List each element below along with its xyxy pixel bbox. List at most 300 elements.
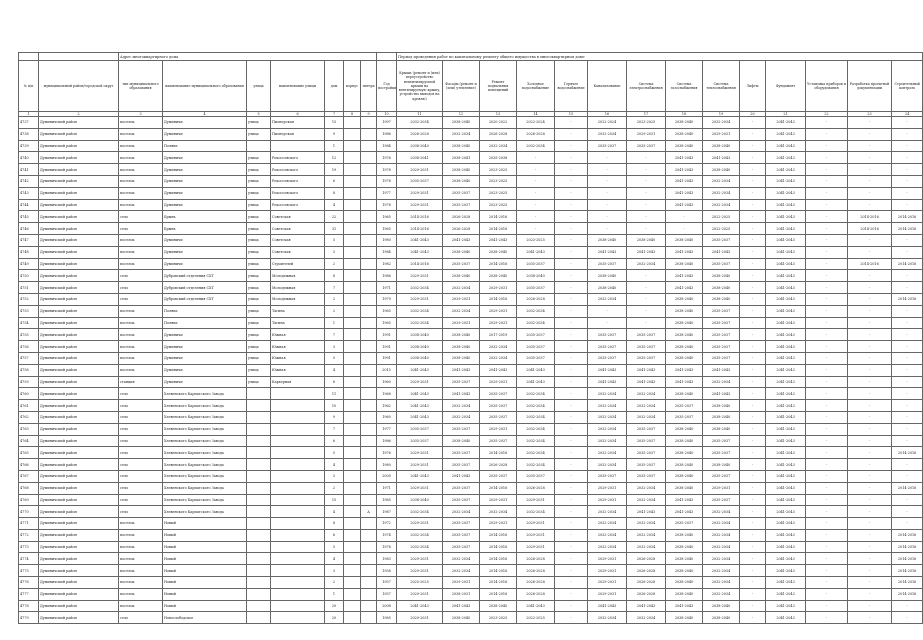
table-cell: 2041-2043 (766, 341, 806, 353)
table-cell: 4745 (19, 211, 39, 223)
table-row (19, 199, 923, 211)
table-cell (361, 411, 377, 423)
table-cell: 2023-2025 (480, 164, 517, 176)
table-cell: 4760 (19, 388, 39, 400)
column-header: наименование улицы (271, 61, 325, 112)
table-cell: 2041-2043 (397, 600, 443, 612)
table-cell: 2035-2037 (443, 529, 480, 541)
table-cell: поселок (119, 317, 163, 329)
table-cell (361, 258, 377, 270)
table-cell (344, 400, 361, 412)
table-cell: - (806, 258, 848, 270)
table-cell: улица (247, 164, 271, 176)
table-row (19, 305, 923, 317)
column-number: 23 (848, 112, 892, 117)
table-cell: - (666, 211, 703, 223)
table-cell: 2038-2040 (666, 565, 703, 577)
table-body (19, 117, 923, 624)
table-cell: - (806, 612, 848, 624)
table-cell (361, 388, 377, 400)
table-cell: улица (247, 329, 271, 341)
table-cell (271, 482, 325, 494)
table-row (19, 175, 923, 187)
table-cell: - (892, 352, 923, 364)
table-cell: 2026-2028 (517, 588, 555, 600)
column-number: 6 (271, 112, 325, 117)
table-cell: 2038-2040 (443, 164, 480, 176)
table-cell: Думиничский район (39, 529, 119, 541)
table-cell (344, 317, 361, 329)
table-row (19, 128, 923, 140)
table-cell: 2026-2028 (480, 128, 517, 140)
table-cell: 1960 (377, 411, 397, 423)
table-cell: 1971 (377, 482, 397, 494)
table-cell: Думиничский район (39, 553, 119, 565)
table-cell: - (555, 612, 588, 624)
column-number: 22 (806, 112, 848, 117)
table-cell: 2041-2043 (766, 293, 806, 305)
table-cell: село (119, 293, 163, 305)
table-cell (361, 152, 377, 164)
table-cell: 2041-2043 (766, 459, 806, 471)
table-cell: 2038-2040 (666, 140, 703, 152)
table-cell: 2035-2037 (517, 258, 555, 270)
table-cell: Думиничский район (39, 600, 119, 612)
table-cell (344, 246, 361, 258)
table-cell: 2041-2043 (766, 258, 806, 270)
table-cell: Советская (271, 234, 325, 246)
table-cell: Думиничский район (39, 293, 119, 305)
table-row (19, 541, 923, 553)
table-cell (361, 400, 377, 412)
table-cell: - (740, 293, 766, 305)
table-cell: 2041-2043 (766, 140, 806, 152)
table-cell: 1978 (377, 541, 397, 553)
table-cell: - (740, 470, 766, 482)
table-cell: 2032-2034 (588, 459, 627, 471)
table-cell: 2038-2040 (397, 140, 443, 152)
table-cell: 2032-2034 (627, 482, 666, 494)
table-cell: - (848, 246, 892, 258)
table-cell: поселок (119, 246, 163, 258)
table-cell: 22 (325, 211, 344, 223)
table-cell: - (806, 293, 848, 305)
table-cell: - (806, 234, 848, 246)
column-header-row (19, 61, 923, 112)
table-cell: 2041-2043 (443, 388, 480, 400)
table-cell: 2014-2016 (892, 577, 923, 589)
table-cell: поселок (119, 305, 163, 317)
table-row (19, 565, 923, 577)
table-cell (361, 447, 377, 459)
table-cell: - (740, 577, 766, 589)
table-cell (344, 459, 361, 471)
table-cell (271, 388, 325, 400)
table-cell: Новый (163, 600, 247, 612)
table-cell: - (555, 541, 588, 553)
table-cell: 2032-2034 (703, 541, 740, 553)
table-cell: - (517, 223, 555, 235)
table-cell: - (892, 600, 923, 612)
table-cell: 2026-2028 (480, 459, 517, 471)
table-cell: - (588, 187, 627, 199)
table-cell: 2041-2043 (766, 317, 806, 329)
table-cell: 1965 (377, 317, 397, 329)
table-cell: - (806, 482, 848, 494)
table-row (19, 470, 923, 482)
column-header: Разработка проектной документации (848, 61, 892, 112)
table-cell: Думиничский район (39, 565, 119, 577)
table-cell: 2038-2031 (443, 588, 480, 600)
table-cell (271, 577, 325, 589)
table-cell: Думиничский район (39, 541, 119, 553)
table-cell: 2022-2025 (703, 211, 740, 223)
table-cell: 2014-2016 (892, 553, 923, 565)
table-cell: - (740, 140, 766, 152)
table-cell: 2041-2043 (766, 447, 806, 459)
table-cell: Хлевенского Карпатского Завода (163, 388, 247, 400)
table-cell: Думиничи (163, 164, 247, 176)
table-cell: улица (247, 305, 271, 317)
table-cell (247, 435, 271, 447)
table-cell: Хлевенского Карпатского Завода (163, 400, 247, 412)
table-cell: 2041-2043 (443, 364, 480, 376)
table-cell: 2026-2028 (627, 553, 666, 565)
table-cell: Дубровский отделения СХТ (163, 270, 247, 282)
table-cell: 2032-2034 (517, 411, 555, 423)
table-cell: поселок (119, 518, 163, 530)
table-cell: - (892, 459, 923, 471)
table-cell: 2014-2016 (480, 553, 517, 565)
table-cell: 2038-2040 (703, 400, 740, 412)
table-cell: 2029-2031 (588, 565, 627, 577)
table-cell: село (119, 270, 163, 282)
table-cell: - (892, 364, 923, 376)
table-cell (271, 612, 325, 624)
table-cell: село (119, 388, 163, 400)
table-cell: - (555, 518, 588, 530)
column-number: 10 (377, 112, 397, 117)
table-cell: - (740, 211, 766, 223)
table-cell: - (806, 282, 848, 294)
column-header: муниципальный район/городской округ (39, 61, 119, 112)
table-cell: - (555, 293, 588, 305)
table-cell: 2041-2043 (666, 600, 703, 612)
table-cell: 2038-2040 (397, 352, 443, 364)
table-cell: 2041-2043 (627, 364, 666, 376)
table-cell: село (119, 447, 163, 459)
table-cell: - (892, 435, 923, 447)
table-cell: 2035-2037 (480, 470, 517, 482)
table-row (19, 164, 923, 176)
table-cell: 2035-2037 (666, 411, 703, 423)
table-cell: - (806, 600, 848, 612)
table-cell: - (892, 117, 923, 129)
table-cell: 2035-2037 (627, 447, 666, 459)
table-cell: 2029-2031 (588, 482, 627, 494)
table-cell: - (555, 364, 588, 376)
table-cell: - (848, 175, 892, 187)
table-cell: 1962 (377, 400, 397, 412)
table-cell: 2035-2037 (517, 329, 555, 341)
table-cell: Думиничский район (39, 341, 119, 353)
table-cell: 4737 (19, 117, 39, 129)
table-cell: 4768 (19, 482, 39, 494)
table-cell: Думиничский район (39, 234, 119, 246)
table-cell: Молодежная (271, 293, 325, 305)
table-cell: 2029-2031 (517, 541, 555, 553)
table-cell: 4764 (19, 435, 39, 447)
table-cell: Тагина (271, 305, 325, 317)
table-cell: 4743 (19, 187, 39, 199)
table-cell (247, 447, 271, 459)
table-cell: Думиничский район (39, 435, 119, 447)
table-cell: 7 (325, 282, 344, 294)
table-cell: 2041-2043 (517, 246, 555, 258)
table-cell: 2041-2043 (766, 199, 806, 211)
table-cell: - (740, 117, 766, 129)
table-cell: 2035-2037 (480, 411, 517, 423)
table-cell: Думиничи (163, 175, 247, 187)
table-cell (361, 117, 377, 129)
column-header: Лифты (740, 61, 766, 112)
table-cell: 5 (325, 447, 344, 459)
table-cell: - (892, 612, 923, 624)
table-cell: Советская (271, 211, 325, 223)
table-cell: 2035-2037 (517, 282, 555, 294)
table-cell: поселок (119, 341, 163, 353)
table-cell (361, 364, 377, 376)
table-cell: 2032-2034 (627, 541, 666, 553)
address-group-header: Адрес многоквартирного дома (119, 53, 377, 61)
table-row (19, 317, 923, 329)
table-cell: - (848, 388, 892, 400)
table-cell: - (806, 270, 848, 282)
table-cell: - (806, 565, 848, 577)
table-cell: село (119, 459, 163, 471)
table-cell: 4765 (19, 447, 39, 459)
table-cell: - (892, 128, 923, 140)
table-cell (361, 270, 377, 282)
table-cell: 20 (325, 612, 344, 624)
table-cell (247, 470, 271, 482)
table-cell (361, 246, 377, 258)
header-group-row (19, 53, 923, 61)
table-cell: 2032-2034 (703, 187, 740, 199)
table-cell: Молодежная (271, 282, 325, 294)
table-cell: - (848, 529, 892, 541)
column-number: 12 (443, 112, 480, 117)
table-cell: 2041-2043 (766, 577, 806, 589)
table-cell: - (892, 270, 923, 282)
table-cell: 2035-2037 (443, 258, 480, 270)
table-cell: - (555, 459, 588, 471)
table-cell: - (848, 117, 892, 129)
table-cell: Думиничский район (39, 117, 119, 129)
table-cell: Рокоссовского (271, 187, 325, 199)
table-cell: - (892, 494, 923, 506)
table-cell (344, 612, 361, 624)
table-cell (361, 164, 377, 176)
table-cell: улица (247, 211, 271, 223)
table-cell: - (892, 246, 923, 258)
table-cell: - (740, 234, 766, 246)
table-cell: улица (247, 128, 271, 140)
table-cell: 2032-2034 (703, 553, 740, 565)
table-cell: 2014-2016 (480, 223, 517, 235)
table-cell: 2038-2040 (397, 329, 443, 341)
table-cell: 1985 (377, 612, 397, 624)
table-cell: 4746 (19, 223, 39, 235)
table-row (19, 518, 923, 530)
table-cell: - (588, 164, 627, 176)
table-cell: - (740, 459, 766, 471)
table-cell: - (848, 293, 892, 305)
table-cell (344, 234, 361, 246)
table-cell: - (555, 164, 588, 176)
table-cell: 2022-2025 (703, 223, 740, 235)
table-cell (247, 612, 271, 624)
table-cell (344, 577, 361, 589)
table-cell: - (892, 164, 923, 176)
table-cell: 2041-2043 (766, 376, 806, 388)
table-cell: 2035-2037 (517, 352, 555, 364)
table-cell: 2029-2031 (397, 447, 443, 459)
table-cell: 2032-2034 (588, 388, 627, 400)
table-cell: 2035-2037 (703, 435, 740, 447)
table-cell: - (848, 518, 892, 530)
table-cell: 2041-2043 (766, 470, 806, 482)
table-cell (361, 223, 377, 235)
column-header: Строительный контроль (892, 61, 923, 112)
table-cell (361, 435, 377, 447)
table-cell: 2038-2040 (666, 541, 703, 553)
table-cell: - (806, 447, 848, 459)
table-cell: Думиничский район (39, 211, 119, 223)
table-cell: - (740, 565, 766, 577)
table-cell: 2026-2028 (627, 588, 666, 600)
table-cell: 2032-2034 (703, 577, 740, 589)
table-cell (344, 423, 361, 435)
table-cell: Новый (163, 529, 247, 541)
table-cell (344, 341, 361, 353)
table-cell (344, 506, 361, 518)
table-cell: 1976 (377, 152, 397, 164)
table-cell: 2041-2043 (766, 234, 806, 246)
table-cell: - (740, 152, 766, 164)
table-cell: Думиничи (163, 187, 247, 199)
column-header: Установка приборов и оборудования (806, 61, 848, 112)
table-cell: 2029-2031 (397, 187, 443, 199)
table-cell (361, 329, 377, 341)
table-cell: 4779 (19, 612, 39, 624)
table-cell: 2038-2040 (703, 164, 740, 176)
table-cell: - (555, 223, 588, 235)
table-cell: 2041-2043 (766, 352, 806, 364)
table-cell: 4758 (19, 364, 39, 376)
table-cell: Южная (271, 341, 325, 353)
table-cell: 2038-2040 (666, 612, 703, 624)
table-cell: 20 (325, 600, 344, 612)
table-cell: 2038-2041 (397, 152, 443, 164)
table-cell: 2035-2037 (588, 352, 627, 364)
table-cell (361, 482, 377, 494)
table-cell: 2023-2025 (480, 187, 517, 199)
table-cell (344, 305, 361, 317)
table-cell: - (740, 600, 766, 612)
table-cell: 2029-2031 (480, 376, 517, 388)
table-cell: 2029-2031 (480, 494, 517, 506)
table-cell: 2014-2016 (892, 541, 923, 553)
table-cell: 2014-2016 (480, 211, 517, 223)
table-cell: - (555, 388, 588, 400)
table-cell: 2041-2043 (666, 270, 703, 282)
table-cell: улица (247, 223, 271, 235)
table-cell: 2014-2016 (892, 293, 923, 305)
table-cell: Поляна (163, 317, 247, 329)
table-cell: поселок (119, 577, 163, 589)
table-cell: - (517, 187, 555, 199)
table-cell: - (517, 152, 555, 164)
table-cell: 2038-2040 (666, 447, 703, 459)
table-cell: 2035-2037 (443, 518, 480, 530)
table-cell: 2029-2031 (703, 128, 740, 140)
table-row (19, 341, 923, 353)
table-cell: - (848, 341, 892, 353)
table-cell: 2032-2034 (703, 506, 740, 518)
table-cell: 2035-2037 (588, 258, 627, 270)
table-cell: Рокоссовского (271, 152, 325, 164)
table-cell: 2014-2016 (397, 223, 443, 235)
table-cell: 2038-2040 (443, 329, 480, 341)
table-cell: - (555, 305, 588, 317)
table-cell (361, 234, 377, 246)
table-cell: 2041-2043 (766, 529, 806, 541)
table-cell: - (848, 423, 892, 435)
table-cell: 2025-2025 (397, 577, 443, 589)
table-cell: 2026-2028 (443, 211, 480, 223)
table-cell: село (119, 223, 163, 235)
table-cell: Думиничский район (39, 352, 119, 364)
table-cell: 2041-2043 (666, 187, 703, 199)
table-cell: 2029-2031 (397, 518, 443, 530)
table-cell: - (806, 117, 848, 129)
table-cell: 2038-2040 (443, 117, 480, 129)
table-cell: Хлевенского Карпатского Завода (163, 482, 247, 494)
table-cell: - (848, 128, 892, 140)
table-cell: 2032-2034 (588, 411, 627, 423)
table-cell: Думиничский район (39, 223, 119, 235)
table-cell: - (892, 329, 923, 341)
column-number: 5 (247, 112, 271, 117)
table-cell: - (740, 246, 766, 258)
table-cell: - (740, 529, 766, 541)
table-cell: - (555, 140, 588, 152)
table-cell: 2041-2043 (703, 388, 740, 400)
table-row (19, 400, 923, 412)
table-cell: 2014-2016 (480, 577, 517, 589)
column-header: дом (325, 61, 344, 112)
table-cell: 2038-2040 (443, 352, 480, 364)
table-cell: 4754 (19, 317, 39, 329)
table-cell: - (740, 128, 766, 140)
table-cell: улица (247, 117, 271, 129)
table-cell: 4 (325, 459, 344, 471)
table-cell: Думиничи (163, 329, 247, 341)
table-cell: 2032-2034 (397, 305, 443, 317)
table-cell: - (555, 435, 588, 447)
table-cell: поселок (119, 199, 163, 211)
